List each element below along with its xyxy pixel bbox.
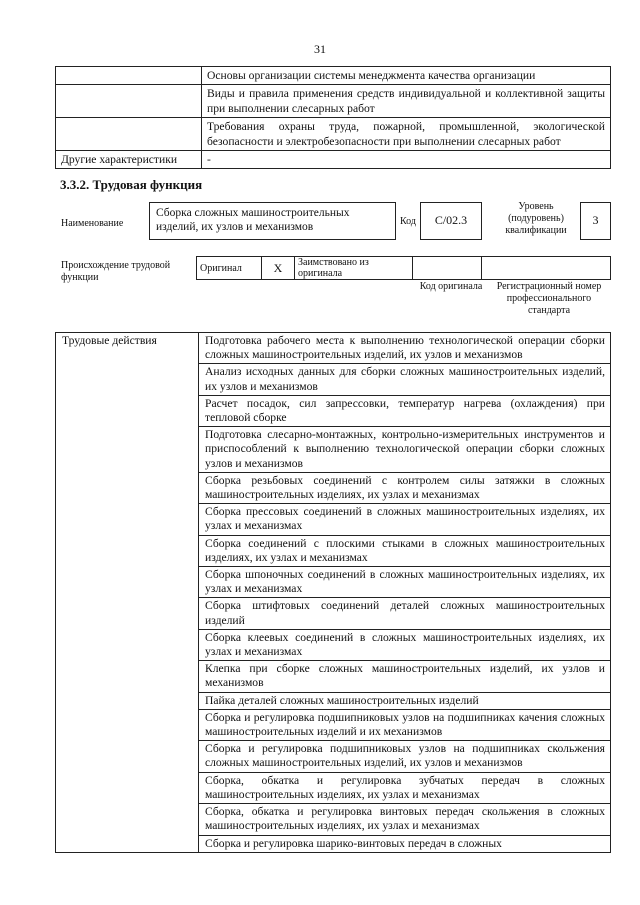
labor-action-item: Сборка и регулировка подшипниковых узлов на подшипниках скольжения сложных машиностроительных изделий, их узлов и механизмов — [199, 741, 611, 772]
table-row — [56, 151, 611, 169]
table-row — [56, 67, 611, 85]
reg-number-cell — [482, 257, 611, 280]
other-characteristics-value: - — [202, 151, 611, 169]
labor-action-item: Сборка соединений с плоскими стыками в сложных машиностроительных изделиях, их узлах и механизмах — [199, 535, 611, 566]
original-code-cell — [413, 257, 482, 280]
labor-action-item: Анализ исходных данных для сборки сложных машиностроительных изделий, их узлов и механизмов — [199, 364, 611, 395]
labor-actions-table — [55, 332, 611, 853]
page-number: 31 — [314, 42, 326, 56]
labor-action-item: Пайка деталей сложных машиностроительных изделий — [199, 692, 611, 709]
original-mark: X — [262, 257, 295, 280]
labor-action-item: Сборка резьбовых соединений с контролем силы затяжки в сложных машиностроительных изделиях, их узлах и механизмах — [199, 472, 611, 503]
table-cell-left — [56, 67, 202, 85]
origin-table — [196, 256, 611, 280]
table-cell-left — [56, 85, 202, 118]
table-row — [56, 118, 611, 151]
labor-action-item: Подготовка слесарно-монтажных, контрольно-измерительных инструментов и приспособлений к выполнению технологической операции сборки сложных узлов и механизмов — [199, 427, 611, 473]
labor-action-item: Сборка, обкатка и регулировка винтовых передач скольжения в сложных машиностроительных изделиях, их узлах и механизмах — [199, 804, 611, 835]
code-label: Код — [400, 216, 416, 227]
labor-action-item: Сборка, обкатка и регулировка зубчатых передач в сложных машиностроительных изделиях, их узлах и механизмах — [199, 772, 611, 803]
labor-action-item: Сборка и регулировка подшипниковых узлов на подшипниках качения сложных машиностроительных изделий и их механизмов — [199, 709, 611, 740]
labor-action-item: Сборка и регулировка шарико-винтовых передач в сложных — [199, 835, 611, 852]
level-label: Уровень (подуровень) квалификации — [505, 201, 567, 236]
table-cell-right: Основы организации системы менеджмента качества организации — [202, 67, 611, 85]
other-characteristics-label: Другие характеристики — [56, 151, 202, 169]
table-cell-right: Требования охраны труда, пожарной, промышленной, экологической безопасности и электробезопасности при выполнении слесарных работ — [202, 118, 611, 151]
table-row — [56, 85, 611, 118]
labor-action-item: Клепка при сборке сложных машиностроительных изделий, их узлов и механизмов — [199, 661, 611, 692]
name-label: Наименование — [61, 218, 124, 229]
borrowed-label: Заимствовано из оригинала — [295, 257, 413, 280]
labor-action-item: Сборка прессовых соединений в сложных машиностроительных изделиях, их узлах и механизмах — [199, 504, 611, 535]
function-code-box: C/02.3 — [420, 202, 482, 240]
reg-number-caption: Регистрационный номер профессионального стандарта — [496, 281, 602, 316]
level-value-box: 3 — [580, 202, 611, 240]
function-name-box: Сборка сложных машиностроительных изделий, их узлов и механизмов — [149, 202, 396, 240]
labor-action-item: Расчет посадок, сил запрессовки, температур нагрева (охлаждения) при тепловой сборке — [199, 395, 611, 426]
labor-action-item: Сборка клеевых соединений в сложных машиностроительных изделиях, их узлах и механизмах — [199, 629, 611, 660]
table-row — [56, 333, 611, 364]
code-original-caption: Код оригинала — [419, 281, 483, 292]
origin-label: Происхождение трудовой функции — [61, 260, 171, 283]
original-label: Оригинал — [197, 257, 262, 280]
category-label: Трудовые действия — [56, 333, 199, 853]
table-cell-left — [56, 118, 202, 151]
labor-action-item: Сборка шпоночных соединений в сложных машиностроительных изделиях, их узлах и механизмах — [199, 567, 611, 598]
continuation-table — [55, 66, 611, 169]
section-heading: 3.3.2. Трудовая функция — [60, 177, 203, 192]
table-cell-right: Виды и правила применения средств индивидуальной и коллективной защиты при выполнении слесарных работ — [202, 85, 611, 118]
labor-action-item: Сборка штифтовых соединений деталей сложных машиностроительных изделий — [199, 598, 611, 629]
labor-action-item: Подготовка рабочего места к выполнению технологической операции сборки сложных машиностроительных изделий, их узлов и механизмов — [199, 333, 611, 364]
